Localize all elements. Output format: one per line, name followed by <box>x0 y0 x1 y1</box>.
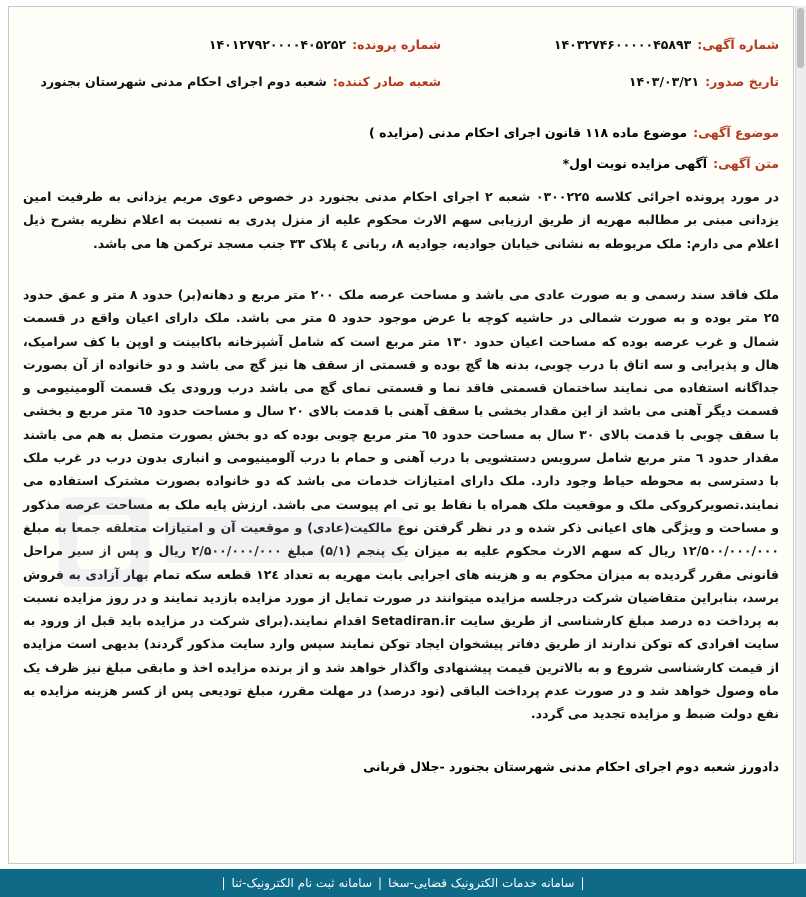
footer-separator-middle: | <box>378 876 383 890</box>
subject-value: موضوع ماده ۱۱۸ قانون اجرای احکام مدنی (مزایده ) <box>369 125 688 140</box>
footer-link-sakha[interactable]: سامانه خدمات الکترونیک قضایی-سخا <box>388 876 575 890</box>
issue-date-label: تاریخ صدور: <box>705 74 779 89</box>
footer-link-sana[interactable]: سامانه ثبت نام الکترونیک-ثنا <box>231 876 373 890</box>
subject-label: موضوع آگهی: <box>693 125 779 140</box>
issuer-value: شعبه دوم اجرای احکام مدنی شهرستان بجنورد <box>40 74 327 89</box>
issue-date-value: ۱۴۰۳/۰۳/۲۱ <box>628 74 700 89</box>
paragraph-1: در مورد پرونده اجرائی کلاسه ۰۳۰۰۲۲۵ شعبه ۲ اجرای احکام مدنی بجنورد در خصوص دعوی مریم یزدانی به طرفیت امین یزدانی مبنی بر مطالبه مهریه از طریق ارزیابی سهم الارث محکوم علیه از منزل پدری به نسبت به اعلام نظریه بشرح ذیل اعلام می دارم: ملک مربوطه به نشانی خیابان جوادیه، جوادیه ۸، ربانی ٤ پلاک ۳۳ جنب مسجد ترکمن ها می باشد. <box>23 189 779 251</box>
footer-separator: | <box>580 876 585 890</box>
ad-text-value: آگهی مزایده نوبت اول* <box>562 156 708 171</box>
ad-number-value: ۱۴۰۳۲۷۴۶۰۰۰۰۰۴۵۸۹۳ <box>553 37 692 52</box>
ad-number <box>554 37 779 52</box>
ad-text-label: متن آگهی: <box>713 156 779 171</box>
issue-date <box>629 74 779 89</box>
announcement-frame <box>8 6 794 864</box>
scrollbar-thumb[interactable] <box>797 8 804 68</box>
signature: دادورز شعبه دوم اجرای احکام مدنی شهرستان بجنورد -جلال قربانی <box>363 759 779 774</box>
ad-number-label: شماره آگهی: <box>697 37 779 52</box>
subject <box>369 125 779 140</box>
footer-bar <box>0 869 806 897</box>
footer-separator-end: | <box>221 876 226 890</box>
issuer-label: شعبه صادر کننده: <box>332 74 441 89</box>
file-number-label: شماره پرونده: <box>352 37 441 52</box>
scrollbar[interactable] <box>795 6 806 864</box>
ad-text-title <box>563 156 779 171</box>
paragraph-2: ملک فاقد سند رسمی و به صورت عادی می باشد و مساحت عرصه ملک ۲۰۰ متر مربع و دهانه(بر) حدود ۸ متر و عمق حدود ۲۵ متر بوده و به صورت شمالی در حاشیه کوچه با عرض موجود حدود ۵ متر می باشد. ملک دارای اعیان واقع در قسمت شمال و غرب عرصه بوده که مساحت اعیان حدود ۱۳۰ متر مربع است که شامل آشپزخانه باکابینت و اوپن با کف سرامیک، هال و پذیرایی و سه اتاق با درب چوبی، بدنه ها گچ بوده و قسمتی از سقف ها نیز گچ می باشد و دو خانواده از آن بصورت جداگانه استفاده می نمایند ساختمان قسمتی فاقد نما و قسمتی نمای گچ می باشد درب ورودی یک قسمت آلومینیومی و قسمت دیگر آهنی می باشد از این مقدار بخشی با سقف آهنی با قدمت بالای ۲۰ سال و مساحت حدود ٦٥ متر مربع و بخشی با سقف چوبی با قدمت بالای ۳۰ سال به مساحت حدود ٦٥ متر مربع چوبی بوده که دو بخش بصورت متصل به هم می باشند مقدار حدود ٦ متر مربع شامل سرویس دستشویی با درب آهنی و حمام با درب آلومینیومی و انباری بدون درب در غرب ملک با دسترسی به محوطه حیاط وجود دارد. ملک دارای امتیازات خدمات می باشد که دو خانواده بصورت مشترک استفاده می نمایند.تصویرکروکی ملک و موقعیت ملک همراه با نقاط یو تی ام پیوست می باشد. ارزش پایه ملک به مساحت عرصه مذکور و مساحت و ویژگی های اعیانی ذکر شده و در نظر گرفتن نوع مالکیت(عادی) و موقعیت آن و امتیازات متعلقه جمعا به مبلغ ۱۲/۵۰۰/۰۰۰/۰۰۰ ریال که سهم الارث محکوم علیه به میزان یک پنجم (۵/۱) مبلغ ۲/۵۰۰/۰۰۰/۰۰۰ ریال و پس از سیر مراحل قانونی مقرر گردیده به میزان محکوم به و هزینه های اجرایی بابت مهریه به تعداد ۱۲٤ قطعه سکه تمام بهار آزادی به فروش برسد، بنابراین متقاضیان شرکت درجلسه مزایده میتوانند در صورت تمایل از مورد مزایده بازدید نمایند و در روز مزایده نسبت به پرداخت ده درصد مبلغ کارشناسی از طریق سایت Setadiran.ir اقدام نمایند.(برای شرکت در مزایده باید قبل از ورود به سایت افرادی که توکن ندارند از طریق دفاتر پیشخوان ایجاد توکن نمایند سپس وارد سایت مذکور گردند) بدیهی است مزایده از قیمت کارشناسی شروع و به بالاترین قیمت پیشنهادی واگذار خواهد شد و از برنده مزایده اخذ و مابقی مبلغ نیز ظرف یک ماه وصول خواهد شد و در صورت عدم پرداخت الباقی (نود درصد) در مهلت مقرر، مبلغ تودیعی پس از کسر هزینه مزایده به نفع دولت ضبط و مزایده تجدید می گردد. <box>23 287 780 722</box>
file-number <box>209 37 441 52</box>
issuer <box>40 74 441 89</box>
file-number-value: ۱۴۰۱۲۷۹۲۰۰۰۰۴۰۵۲۵۲ <box>208 37 347 52</box>
